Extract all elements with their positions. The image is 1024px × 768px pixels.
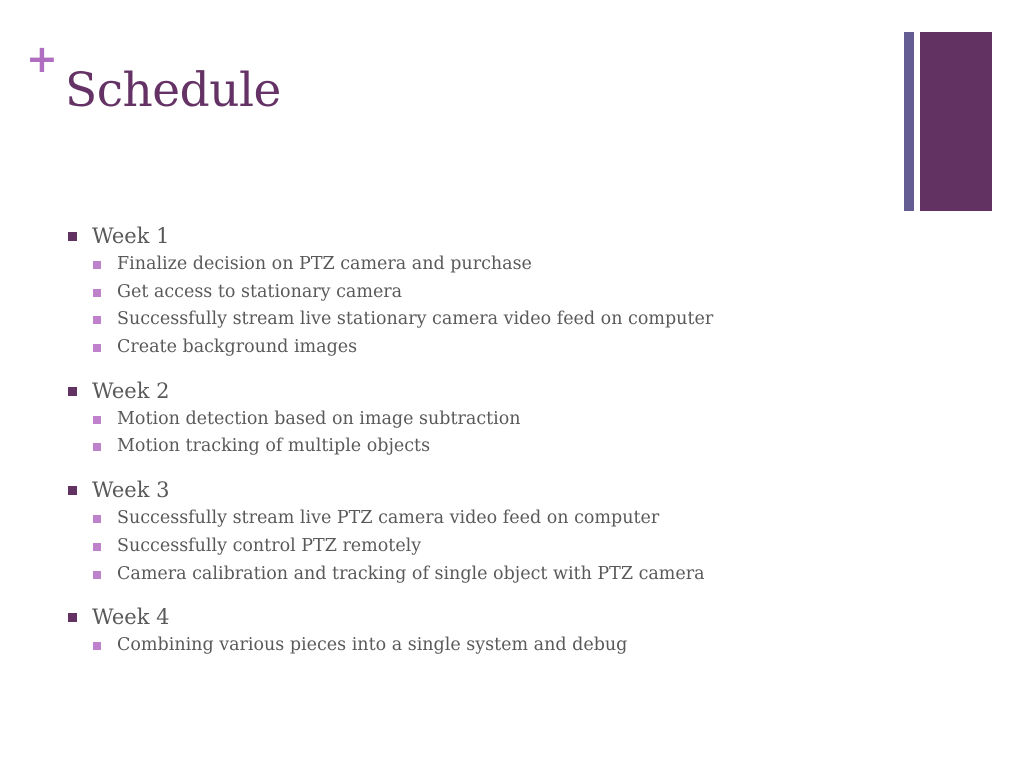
week-heading <box>66 602 866 632</box>
week-label: Week 4 <box>92 605 170 630</box>
accent-bar-thin <box>904 32 914 211</box>
plus-icon: + <box>26 37 58 81</box>
week-label: Week 3 <box>92 478 170 503</box>
square-bullet-icon <box>93 571 101 579</box>
square-bullet-icon <box>93 416 101 424</box>
square-bullet-icon <box>93 316 101 324</box>
square-bullet-icon <box>93 443 101 451</box>
task-label: Combining various pieces into a single system and debug <box>117 635 628 656</box>
task-label: Motion tracking of multiple objects <box>117 436 431 457</box>
week-heading <box>66 376 866 406</box>
square-bullet-icon <box>93 515 101 523</box>
task-label: Motion detection based on image subtraction <box>117 408 521 429</box>
task-label: Finalize decision on PTZ camera and purchase <box>117 254 532 274</box>
week-section <box>66 602 866 660</box>
task-list <box>66 406 866 461</box>
square-bullet-icon <box>68 232 77 241</box>
week-label: Week 1 <box>92 224 170 248</box>
task-item <box>66 306 866 334</box>
task-label: Create background images <box>117 337 358 358</box>
task-item <box>66 251 866 279</box>
task-label: Camera calibration and tracking of single object with PTZ camera <box>117 563 705 584</box>
square-bullet-icon <box>93 642 101 650</box>
week-section <box>66 221 866 362</box>
task-item <box>66 279 866 307</box>
week-section <box>66 475 866 588</box>
accent-bar-thick <box>920 32 992 211</box>
week-section <box>66 376 866 461</box>
slide-title: Schedule <box>65 63 281 118</box>
square-bullet-icon <box>68 613 77 622</box>
square-bullet-icon <box>68 387 77 396</box>
task-list <box>66 251 866 362</box>
task-list <box>66 632 866 660</box>
task-item <box>66 632 866 660</box>
schedule-list <box>66 221 866 674</box>
task-item <box>66 561 866 589</box>
task-label: Successfully stream live PTZ camera video feed on computer <box>117 508 660 529</box>
week-heading <box>66 221 866 251</box>
task-item <box>66 533 866 561</box>
square-bullet-icon <box>93 344 101 352</box>
task-label: Get access to stationary camera <box>117 281 403 302</box>
square-bullet-icon <box>68 486 77 495</box>
task-label: Successfully control PTZ remotely <box>117 535 422 556</box>
square-bullet-icon <box>93 543 101 551</box>
task-item <box>66 505 866 533</box>
week-label: Week 2 <box>92 378 170 403</box>
task-list <box>66 505 866 588</box>
task-item <box>66 334 866 362</box>
week-heading <box>66 475 866 505</box>
task-item <box>66 433 866 461</box>
task-item <box>66 406 866 434</box>
square-bullet-icon <box>93 261 101 269</box>
square-bullet-icon <box>93 289 101 297</box>
task-label: Successfully stream live stationary camera video feed on computer <box>117 309 714 330</box>
